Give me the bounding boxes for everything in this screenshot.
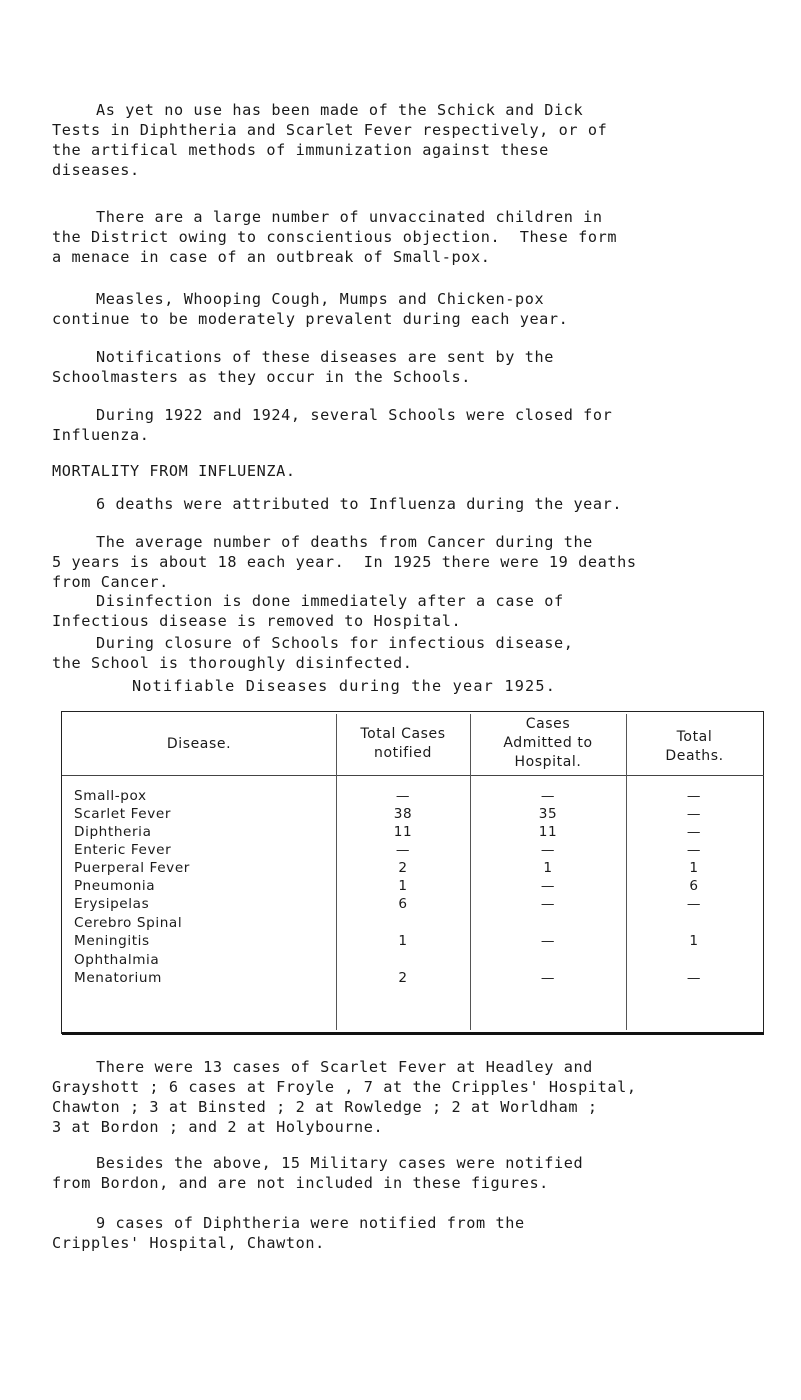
paragraph-disinfection [52,591,772,631]
paragraph-schools-closed [52,405,772,445]
table-cell-disease: Puerperal Fever [74,860,190,876]
text-line: The average number of deaths from Cancer during the [96,533,593,551]
paragraph-measles [52,289,772,329]
text-line: Schoolmasters as they occur in the Schools. [52,368,471,386]
table-cell-deaths: — [686,806,702,822]
section-heading-influenza: MORTALITY FROM INFLUENZA. [52,462,296,480]
header-line: Admitted to [503,735,593,751]
text-line: the District owing to conscientious objection. These form [52,228,618,246]
table-cell-deaths: — [686,842,702,858]
text-line: There are a large number of unvaccinated children in [96,208,603,226]
paragraph-scarlet-fever-cases [52,1057,772,1137]
header-line: Total [676,729,713,745]
table-cell-disease: Pneumonia [74,878,156,894]
table-cell-disease: Enteric Fever [74,842,172,858]
text-line: Grayshott ; 6 cases at Froyle , 7 at the Cripples' Hospital, [52,1078,637,1096]
table-cell-disease: Scarlet Fever [74,806,172,822]
paragraph-school-closure [52,633,772,673]
text-line: During closure of Schools for infectious disease, [96,634,574,652]
table-cell-deaths: 1 [689,860,699,876]
text-line: Tests in Diphtheria and Scarlet Fever respectively, or of [52,121,608,139]
table-cell-admitted: 1 [543,860,553,876]
table-cell-deaths: — [686,896,702,912]
table-cell-notified: 38 [393,806,413,822]
table-cell-admitted: — [540,933,556,949]
text-line: As yet no use has been made of the Schick and Dick [96,101,584,119]
table-border-top [62,711,764,712]
table-cell-admitted: — [540,878,556,894]
table-border-left [61,711,62,1034]
text-line: Notifications of these diseases are sent by the [96,348,554,366]
table-cell-deaths: 1 [689,933,699,949]
text-line: the artifical methods of immunization against these [52,141,549,159]
table-border-bottom [62,1032,764,1035]
text-line: 3 at Bordon ; and 2 at Holybourne. [52,1118,384,1136]
table-cell-admitted: — [540,788,556,804]
table-cell-deaths: 6 [689,878,699,894]
text-line: Cripples' Hospital, Chawton. [52,1234,325,1252]
text-line: from Bordon, and are not included in these figures. [52,1174,549,1192]
text-line: Measles, Whooping Cough, Mumps and Chicken-pox [96,290,545,308]
table-cell-deaths: — [686,788,702,804]
table-cell-notified: 6 [398,896,408,912]
table-cell-disease: Meningitis [74,933,150,949]
table-cell-admitted: 11 [538,824,558,840]
text-line: a menace in case of an outbreak of Small-pox. [52,248,491,266]
paragraph-military-cases [52,1153,772,1193]
header-line: Deaths. [665,748,724,764]
table-border-right [763,711,764,1034]
text-line: diseases. [52,161,140,179]
text-line: Disinfection is done immediately after a case of [96,592,564,610]
table-cell-disease: Menatorium [74,970,162,986]
text-line: Influenza. [52,426,150,444]
text-line: Infectious disease is removed to Hospital. [52,612,462,630]
paragraph-unvaccinated [52,207,772,267]
table-cell-admitted: — [540,842,556,858]
column-header-disease: Disease. [166,736,232,752]
header-line: Hospital. [514,754,582,770]
paragraph-notifications [52,347,772,387]
table-cell-notified: 1 [398,933,408,949]
table-cell-disease: Diphtheria [74,824,152,840]
table-cell-notified: 1 [398,878,408,894]
table-cell-admitted: — [540,970,556,986]
table-cell-notified: — [395,788,411,804]
table-cell-disease: Erysipelas [74,896,150,912]
text-line: continue to be moderately prevalent during each year. [52,310,569,328]
table-cell-deaths: — [686,970,702,986]
paragraph-diphtheria-cases [52,1213,772,1253]
table-cell-disease: Ophthalmia [74,952,160,968]
column-header-total-notified [336,725,470,763]
table-cell-deaths: — [686,824,702,840]
text-line: Chawton ; 3 at Binsted ; 2 at Rowledge ; 2 at Worldham ; [52,1098,598,1116]
column-header-deaths [626,728,763,766]
text-line: 5 years is about 18 each year. In 1925 there were 19 deaths [52,553,637,571]
text-line: 9 cases of Diphtheria were notified from the [96,1214,525,1232]
table-header-rule [62,775,764,776]
text-line: During 1922 and 1924, several Schools were closed for [96,406,613,424]
column-header-admitted [470,715,626,772]
table-cell-admitted: — [540,896,556,912]
header-line: Total Cases [360,726,446,742]
text-line: 6 deaths were attributed to Influenza during the year. [96,495,623,513]
text-line: There were 13 cases of Scarlet Fever at Headley and [96,1058,593,1076]
paragraph-cancer [52,532,772,592]
table-cell-notified: 11 [393,824,413,840]
header-line: Cases [525,716,571,732]
table-cell-disease: Cerebro Spinal [74,915,183,931]
table-cell-admitted: 35 [538,806,558,822]
text-line: from Cancer. [52,573,169,591]
table-title: Notifiable Diseases during the year 1925. [132,677,557,695]
table-cell-notified: — [395,842,411,858]
table-cell-notified: 2 [398,860,408,876]
header-line: notified [374,745,432,761]
table-cell-notified: 2 [398,970,408,986]
text-line: the School is thoroughly disinfected. [52,654,413,672]
paragraph-influenza-deaths [52,494,772,514]
text-line: Besides the above, 15 Military cases were notified [96,1154,584,1172]
paragraph-schick-dick [52,100,772,180]
table-cell-disease: Small-pox [74,788,147,804]
